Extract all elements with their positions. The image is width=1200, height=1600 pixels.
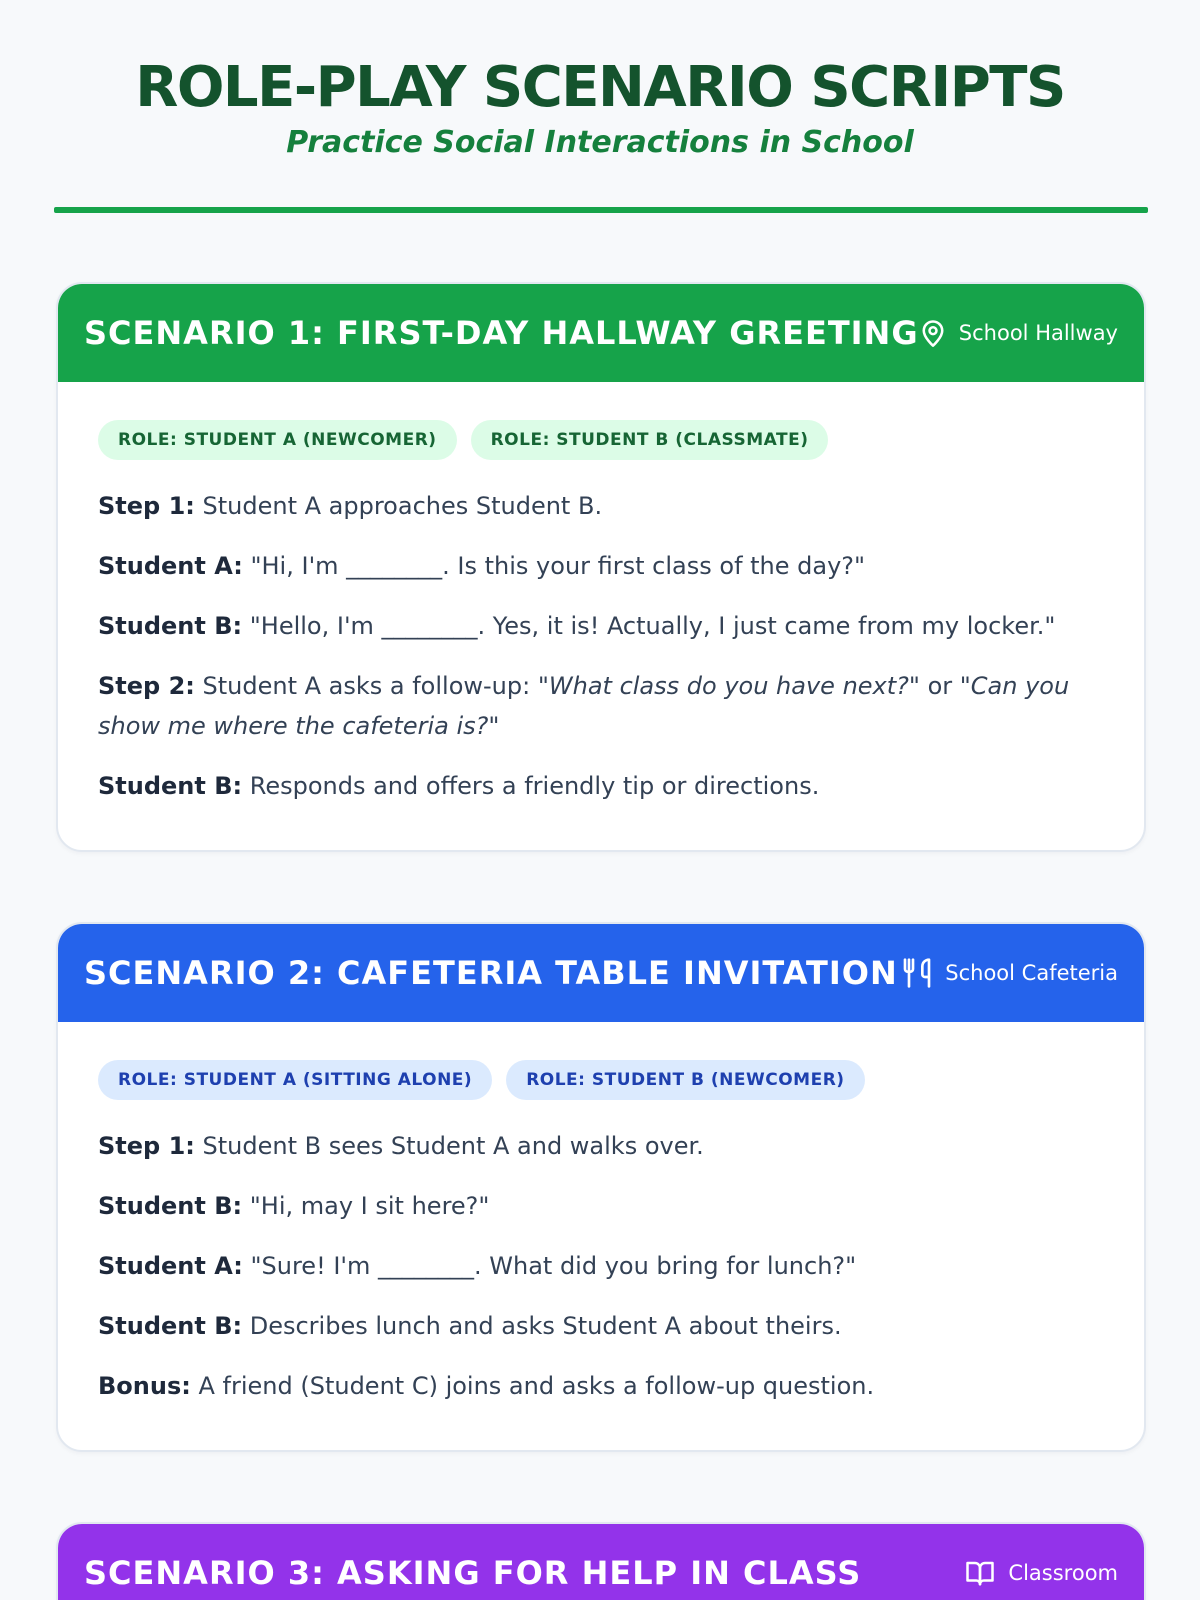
script-line <box>98 1186 1104 1226</box>
script-line <box>98 486 1104 526</box>
role-list <box>98 1060 1104 1100</box>
speaker-label: Student A: <box>98 1252 243 1280</box>
header-divider <box>54 207 1148 213</box>
page-title: ROLE-PLAY SCENARIO SCRIPTS <box>135 55 1065 120</box>
script-line <box>98 1366 1104 1406</box>
line-text: Describes lunch and asks Student A about theirs. <box>242 1312 842 1340</box>
script-line <box>98 666 1104 746</box>
line-text: "Hello, I'm ________. Yes, it is! Actually, I just came from my locker." <box>242 612 1056 640</box>
speaker-label: Step 2: <box>98 672 195 700</box>
role-badge: ROLE: STUDENT B (CLASSMATE) <box>471 420 829 460</box>
script-line <box>98 1306 1104 1346</box>
location-label: Classroom <box>1008 1561 1118 1585</box>
line-text: Student A asks a follow-up: <box>194 672 538 700</box>
speaker-label: Student B: <box>98 1312 243 1340</box>
speaker-label: Bonus: <box>98 1372 191 1400</box>
scenario-header <box>58 284 1144 382</box>
script-line <box>98 546 1104 586</box>
script-line <box>98 766 1104 806</box>
script-line <box>98 606 1104 646</box>
line-text: "Sure! I'm ________. What did you bring for lunch?" <box>242 1252 857 1280</box>
speaker-label: Step 1: <box>98 492 195 520</box>
example-quote: "What class do you have next?" <box>537 672 920 700</box>
scenario-body <box>58 1022 1144 1406</box>
scenario-card-3 <box>56 1522 1146 1600</box>
speaker-label: Student B: <box>98 772 243 800</box>
line-text: Student B sees Student A and walks over. <box>194 1132 704 1160</box>
speaker-label: Student A: <box>98 552 243 580</box>
location-label: School Hallway <box>958 321 1118 345</box>
line-text: "Hi, I'm ________. Is this your first class of the day?" <box>242 552 866 580</box>
page-header <box>0 0 1200 162</box>
scenario-card-2 <box>56 922 1146 1452</box>
scenario-title: SCENARIO 2: CAFETERIA TABLE INVITATION <box>84 954 898 992</box>
line-text: Responds and offers a friendly tip or directions. <box>242 772 820 800</box>
scenario-title: SCENARIO 3: ASKING FOR HELP IN CLASS <box>84 1554 862 1592</box>
scenario-location <box>901 957 1118 989</box>
scenario-header <box>58 1524 1144 1600</box>
role-badge: ROLE: STUDENT A (SITTING ALONE) <box>98 1060 492 1100</box>
speaker-label: Student B: <box>98 612 243 640</box>
line-text: Student A approaches Student B. <box>194 492 603 520</box>
script-line <box>98 1246 1104 1286</box>
scenario-body <box>58 382 1144 806</box>
scenario-location <box>964 1558 1118 1588</box>
map-pin-icon <box>919 318 947 348</box>
scenario-card-1 <box>56 282 1146 852</box>
example-quote: "Can you show me where the cafeteria is?" <box>98 672 1070 740</box>
scenario-location <box>919 318 1118 348</box>
location-label: School Cafeteria <box>945 961 1118 985</box>
line-connector: or <box>919 672 960 700</box>
scenario-title: SCENARIO 1: FIRST-DAY HALLWAY GREETING <box>84 314 919 352</box>
role-badge: ROLE: STUDENT B (NEWCOMER) <box>506 1060 864 1100</box>
speaker-label: Student B: <box>98 1192 243 1220</box>
page-subtitle: Practice Social Interactions in School <box>286 125 914 160</box>
scenario-header <box>58 924 1144 1022</box>
role-list <box>98 420 1104 460</box>
role-badge: ROLE: STUDENT A (NEWCOMER) <box>98 420 457 460</box>
script-line <box>98 1126 1104 1166</box>
book-icon <box>964 1558 996 1588</box>
line-text: "Hi, may I sit here?" <box>242 1192 490 1220</box>
speaker-label: Step 1: <box>98 1132 195 1160</box>
utensils-icon <box>901 957 933 989</box>
line-text: A friend (Student C) joins and asks a follow-up question. <box>190 1372 875 1400</box>
